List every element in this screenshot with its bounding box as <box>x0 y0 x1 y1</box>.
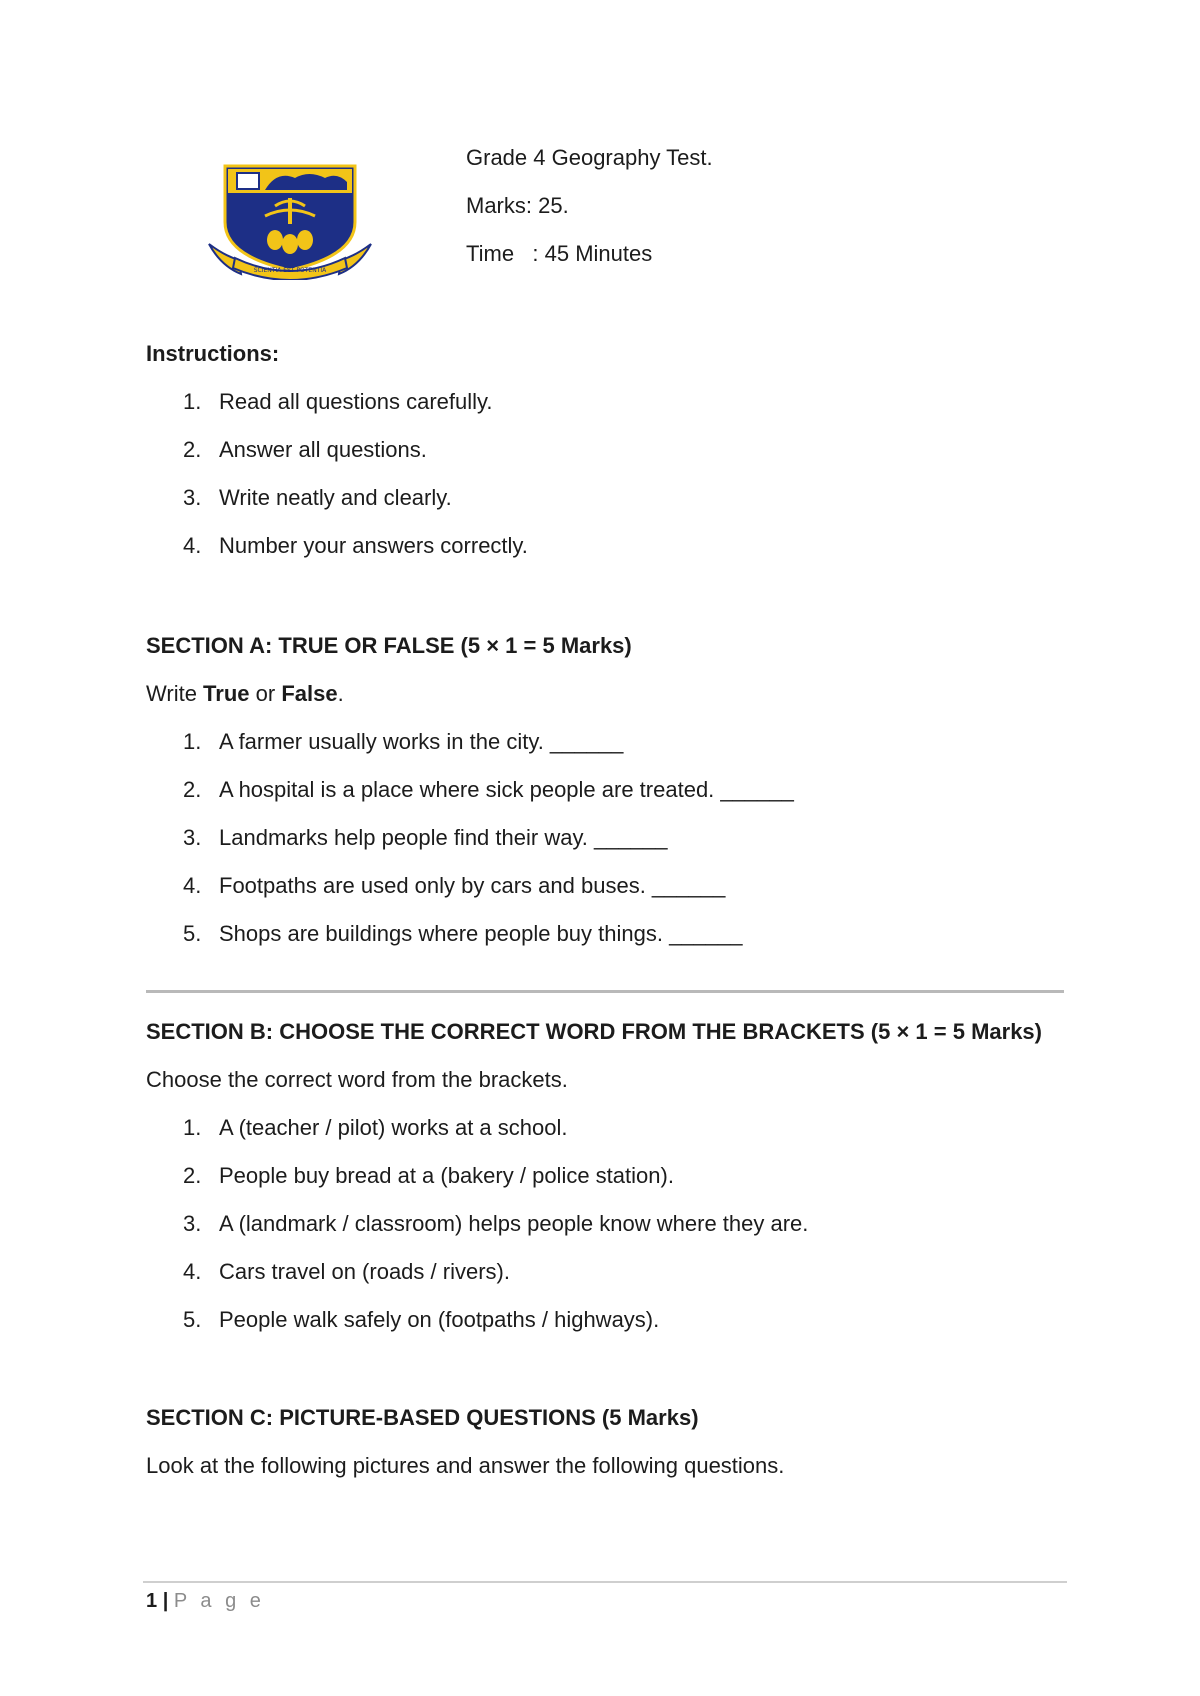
list-item: 4. Footpaths are used only by cars and buses. ______ <box>183 873 726 898</box>
page-label: P a g e <box>173 1590 265 1612</box>
instructions-heading: Instructions: <box>146 341 280 366</box>
list-item: 2. Answer all questions. <box>183 437 427 462</box>
instruction-text: Number your answers correctly. <box>219 533 528 558</box>
question-text: Shops are buildings where people buy things. ______ <box>219 921 743 946</box>
section-c-intro: Look at the following pictures and answer the following questions. <box>146 1453 785 1478</box>
list-item: 2. A hospital is a place where sick people are treated. ______ <box>183 777 794 802</box>
section-b-questions <box>146 1113 808 1353</box>
list-item: 1. A farmer usually works in the city. ______ <box>183 729 624 754</box>
question-text: Footpaths are used only by cars and buses. ______ <box>219 873 726 898</box>
section-a-intro <box>146 679 344 709</box>
section-divider <box>146 990 1064 993</box>
logo-motto: SCIENTIA EST POTENTIA <box>253 267 327 274</box>
list-item: 5. People walk safely on (footpaths / highways). <box>183 1307 660 1332</box>
section-b-heading: SECTION B: CHOOSE THE CORRECT WORD FROM THE BRACKETS (5 × 1 = 5 Marks) <box>146 1019 1042 1044</box>
test-details <box>466 143 713 287</box>
time-allowed: Time : 45 Minutes <box>466 241 653 266</box>
false-word: False <box>281 681 338 706</box>
list-item: 1. Read all questions carefully. <box>183 389 493 414</box>
instruction-text: Write neatly and clearly. <box>219 485 452 510</box>
question-text: A farmer usually works in the city. ______ <box>219 729 624 754</box>
intro-text: . <box>337 681 344 706</box>
question-text: Cars travel on (roads / rivers). <box>219 1259 510 1284</box>
page-number: 1 <box>146 1590 158 1612</box>
list-item: 3. A (landmark / classroom) helps people know where they are. <box>183 1211 809 1236</box>
footer-divider <box>143 1581 1067 1583</box>
question-text: A hospital is a place where sick people are treated. ______ <box>219 777 794 802</box>
section-c-heading: SECTION C: PICTURE-BASED QUESTIONS (5 Marks) <box>146 1405 699 1430</box>
question-text: A (teacher / pilot) works at a school. <box>219 1115 568 1140</box>
list-item: 2. People buy bread at a (bakery / police station). <box>183 1163 674 1188</box>
instruction-text: Read all questions carefully. <box>219 389 493 414</box>
list-item: 4. Number your answers correctly. <box>183 533 528 558</box>
true-word: True <box>203 681 250 706</box>
question-text: Landmarks help people find their way. ______ <box>219 825 668 850</box>
list-item: 4. Cars travel on (roads / rivers). <box>183 1259 510 1284</box>
section-a-questions <box>146 727 794 967</box>
instruction-text: Answer all questions. <box>219 437 427 462</box>
section-a-heading: SECTION A: TRUE OR FALSE (5 × 1 = 5 Marks) <box>146 633 632 658</box>
page-footer <box>146 1586 265 1616</box>
total-marks: Marks: 25. <box>466 193 569 218</box>
test-title: Grade 4 Geography Test. <box>466 145 713 170</box>
school-crest-logo <box>205 160 375 280</box>
instructions-list <box>146 387 528 579</box>
intro-text: Write <box>146 681 204 706</box>
list-item: 1. A (teacher / pilot) works at a school. <box>183 1115 568 1140</box>
question-text: A (landmark / classroom) helps people know where they are. <box>219 1211 809 1236</box>
list-item: 5. Shops are buildings where people buy things. ______ <box>183 921 743 946</box>
intro-text: or <box>249 681 282 706</box>
question-text: People walk safely on (footpaths / highways). <box>219 1307 660 1332</box>
list-item: 3. Write neatly and clearly. <box>183 485 452 510</box>
school-crest-icon <box>205 160 375 280</box>
test-header <box>0 0 1200 300</box>
section-b-intro: Choose the correct word from the brackets. <box>146 1067 568 1092</box>
footer-separator: | <box>162 1590 169 1612</box>
list-item: 3. Landmarks help people find their way. ______ <box>183 825 668 850</box>
question-text: People buy bread at a (bakery / police station). <box>219 1163 674 1188</box>
